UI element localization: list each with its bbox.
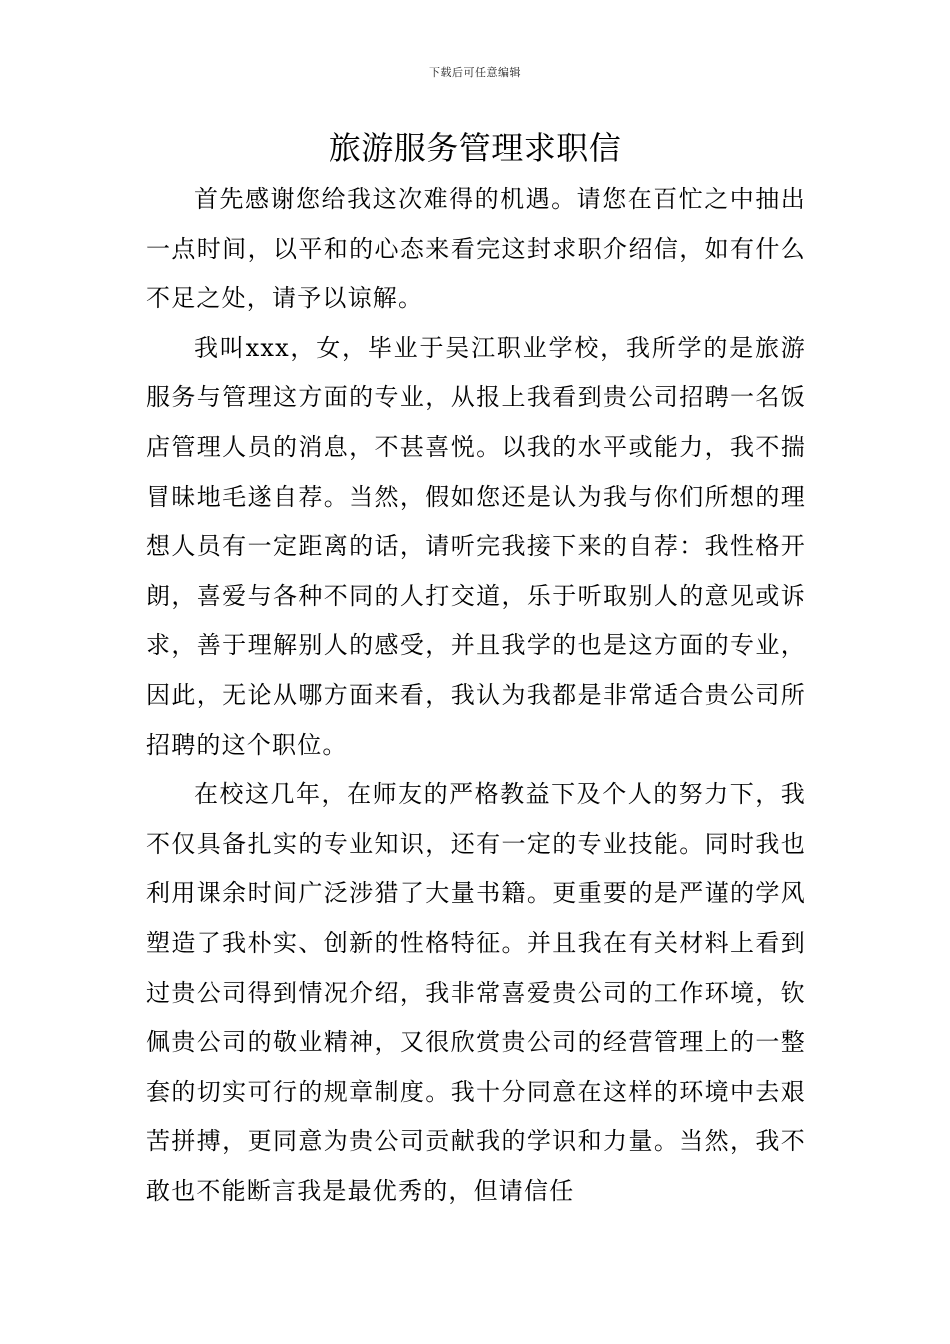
paragraph-intro: 首先感谢您给我这次难得的机遇。请您在百忙之中抽出一点时间，以平和的心态来看完这封求职介绍信，如有什么不足之处，请予以谅解。 bbox=[146, 185, 806, 313]
page-title: 旅游服务管理求职信 bbox=[328, 129, 622, 167]
paragraph-school-experience: 在校这几年，在师友的严格教益下及个人的努力下，我不仅具备扎实的专业知识，还有一定的专业技能。同时我也利用课余时间广泛涉猎了大量书籍。更重要的是严谨的学风塑造了我朴实、创新的性格特征。并且我在有关材料上看到过贵公司得到情况介绍，我非常喜爱贵公司的工作环境，钦佩贵公司的敬业精神，又很欣赏贵公司的经营管理上的一整套的切实可行的规章制度。我十分同意在这样的环境中去艰苦拼搏，更同意为贵公司贡献我的学识和力量。当然，我不敢也不能断言我是最优秀的，但请信任 bbox=[146, 780, 806, 1205]
letter-body bbox=[146, 175, 806, 1216]
header-note: 下载后可任意编辑 bbox=[429, 66, 521, 79]
paragraph-self-introduction: 我叫xxx，女，毕业于吴江职业学校，我所学的是旅游服务与管理这方面的专业，从报上我看到贵公司招聘一名饭店管理人员的消息，不甚喜悦。以我的水平或能力，我不揣冒昧地毛遂自荐。当然，假如您还是认为我与你们所想的理想人员有一定距离的话，请听完我接下来的自荐：我性格开朗，喜爱与各种不同的人打交道，乐于听取别人的意见或诉求，善于理解别人的感受，并且我学的也是这方面的专业，因此，无论从哪方面来看，我认为我都是非常适合贵公司所招聘的这个职位。 bbox=[146, 333, 806, 759]
